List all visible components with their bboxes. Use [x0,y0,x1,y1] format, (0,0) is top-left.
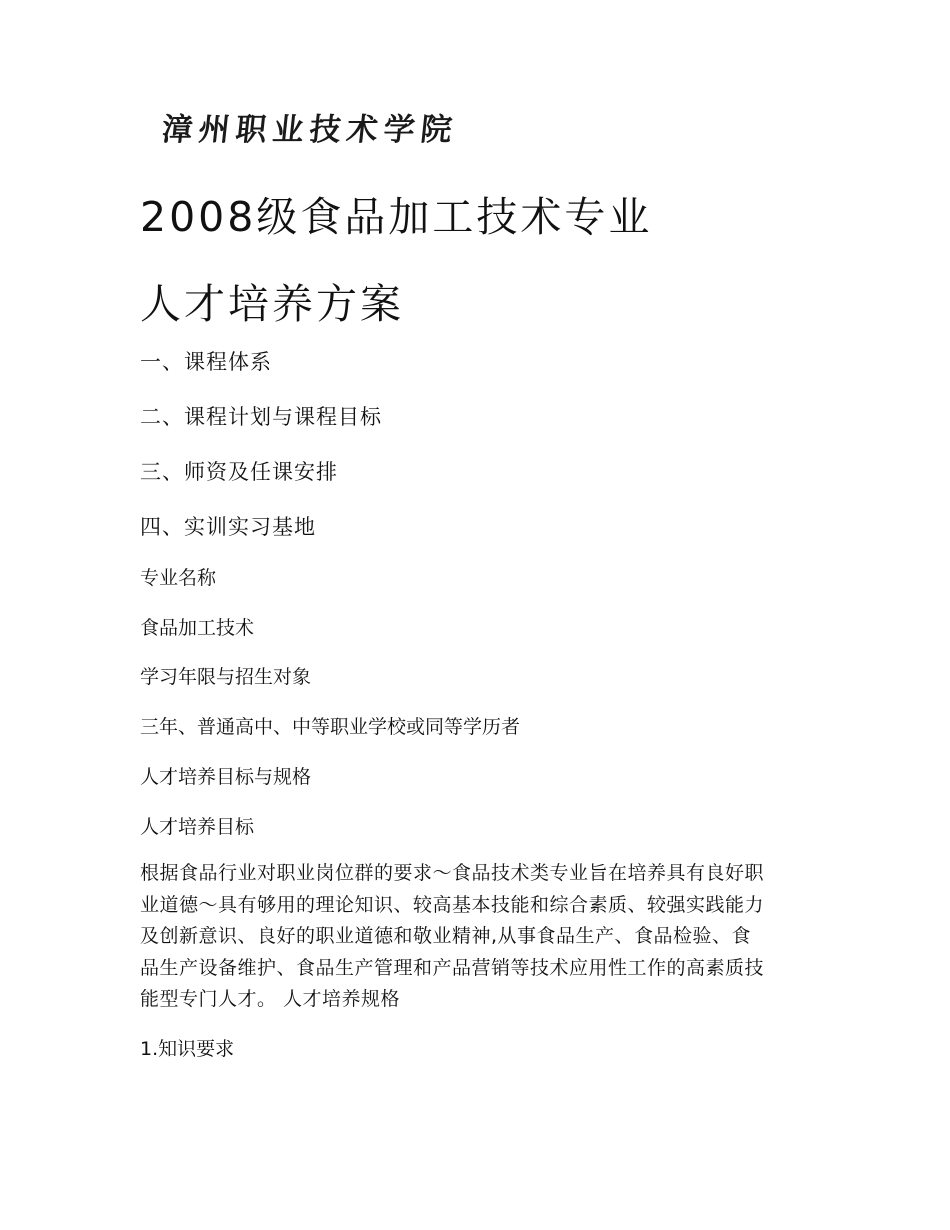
toc-item-course-system: 一、课程体系 [140,350,272,374]
knowledge-heading: 1.知识要求 [140,1038,235,1060]
goals-paragraph-line: 及创新意识、良好的职业道德和敬业精神,从事食品生产、食品检验、食 [140,925,752,947]
goals-paragraph-line: 业道德～具有够用的理论知识、较高基本技能和综合素质、较强实践能力 [140,893,765,916]
goals-paragraph-line: 能型专门人才。 人才培养规格 [140,988,401,1010]
goals-paragraph-line: 根据食品行业对职业岗位群的要求～食品技术类专业旨在培养具有良好职 [140,862,765,884]
duration-value: 三年、普通高中、中等职业学校或同等学历者 [140,716,521,738]
goals-heading: 人才培养目标 [140,816,255,838]
toc-item-faculty: 三、师资及任课安排 [140,460,338,484]
goals-spec-heading: 人才培养目标与规格 [140,766,312,788]
goals-paragraph [140,858,815,1016]
major-name-value: 食品加工技术 [140,617,255,639]
toc-item-training-base: 四、实训实习基地 [140,515,316,539]
goals-paragraph-line: 品生产设备维护、食品生产管理和产品营销等技术应用性工作的高素质技 [140,956,765,979]
major-name-label: 专业名称 [140,567,217,589]
document-title-line1: 2008级食品加工技术专业 [140,193,653,241]
document-title-line2: 人才培养方案 [140,280,404,328]
duration-label: 学习年限与招生对象 [140,666,312,688]
toc-item-course-plan: 二、课程计划与课程目标 [140,405,382,429]
school-logo: 漳州职业技术学院 [159,112,460,148]
